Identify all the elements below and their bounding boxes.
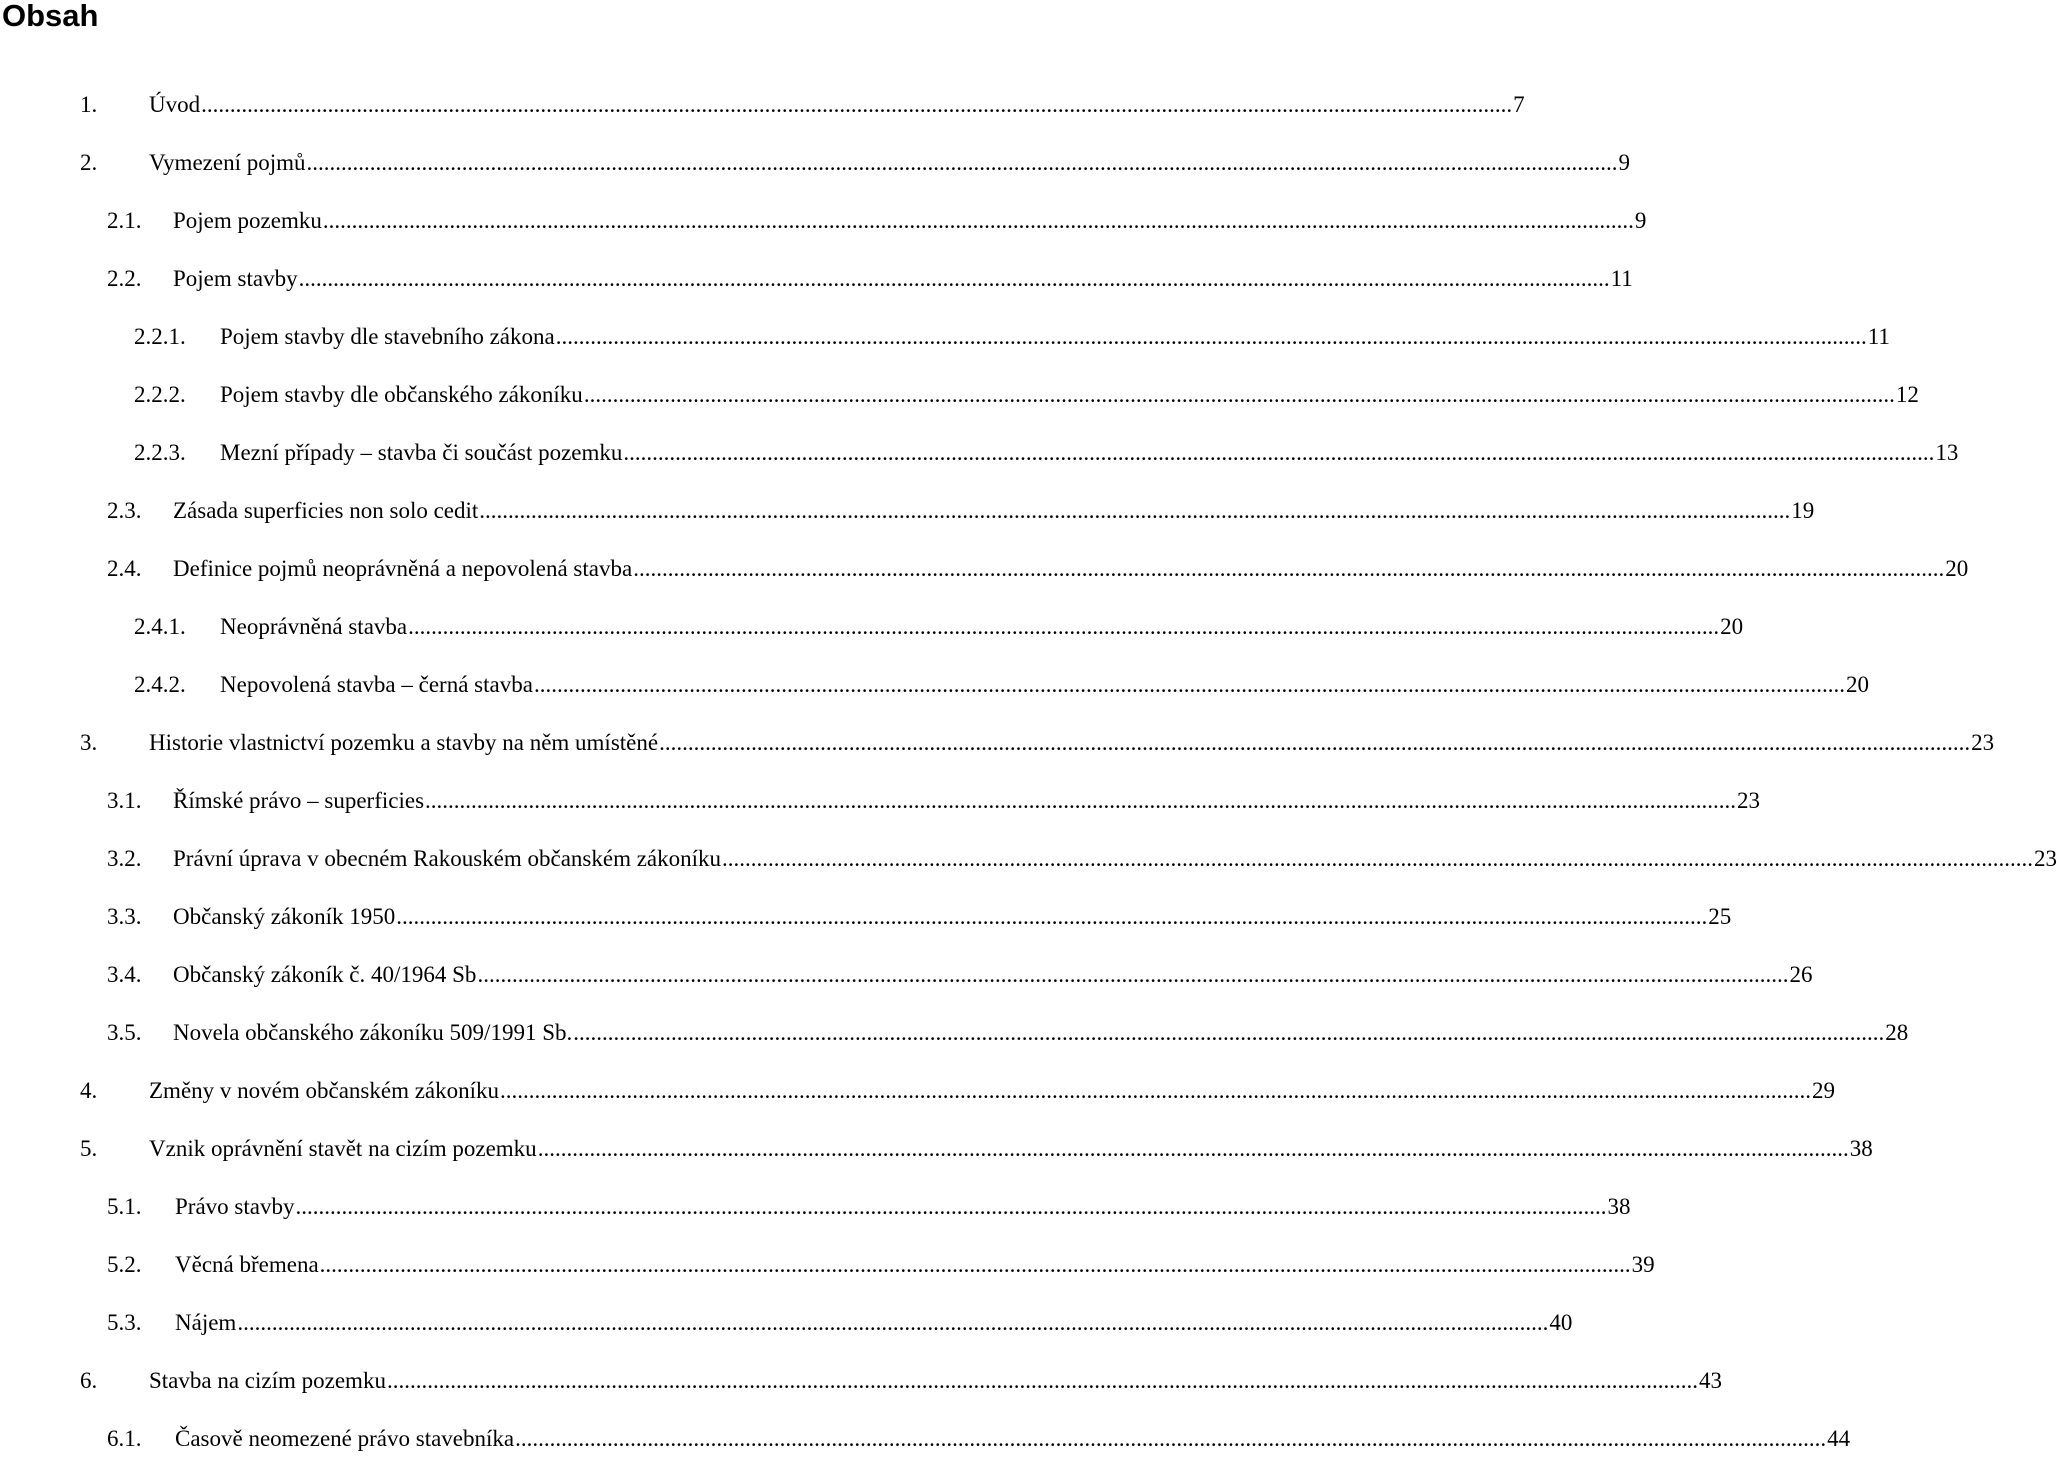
toc-entry-3[interactable]	[80, 728, 1995, 758]
toc-entry-title: Vznik oprávnění stavět na cizím pozemku	[149, 1136, 537, 1161]
toc-dot-leader: ....................................................................................................................................................................................................................................	[623, 440, 1935, 465]
toc-entry-page: 23	[2034, 846, 2057, 871]
toc-entry-number: 5.	[80, 1136, 98, 1161]
toc-entry-page: 29	[1812, 1078, 1836, 1103]
toc-entry-page: 38	[1607, 1194, 1631, 1219]
toc-dot-leader: ....................................................................................................................................................................................................................................	[515, 1426, 1827, 1451]
toc-entry-number: 3.	[80, 730, 98, 755]
toc-entry-number: 2.4.	[107, 556, 142, 581]
toc-entry-4[interactable]	[80, 1076, 1836, 1106]
toc-entry-number: 2.2.	[107, 266, 142, 291]
toc-dot-leader: ....................................................................................................................................................................................................................................	[298, 266, 1610, 291]
toc-dot-leader: ....................................................................................................................................................................................................................................	[237, 1310, 1549, 1335]
toc-entry-page: 9	[1618, 150, 1630, 175]
toc-dot-leader: ....................................................................................................................................................................................................................................	[425, 788, 1737, 813]
toc-dot-leader: ....................................................................................................................................................................................................................................	[306, 150, 1618, 175]
toc-entry-title: Pojem pozemku	[173, 208, 322, 233]
toc-entry-number: 6.1.	[107, 1426, 142, 1451]
toc-entry-page: 11	[1610, 266, 1633, 291]
toc-dot-leader: ....................................................................................................................................................................................................................................	[555, 324, 1867, 349]
toc-entry-page: 44	[1827, 1426, 1851, 1451]
toc-entry-number: 1.	[80, 92, 98, 117]
toc-entry-number: 2.1.	[107, 208, 142, 233]
toc-entry-title: Vymezení pojmů	[149, 150, 306, 175]
toc-entry-page: 23	[1971, 730, 1995, 755]
toc-dot-leader: ....................................................................................................................................................................................................................................	[408, 614, 1720, 639]
toc-entry-page: 20	[1945, 556, 1969, 581]
toc-entry-page: 43	[1698, 1368, 1722, 1393]
toc-entry-6[interactable]	[80, 1366, 1722, 1396]
toc-dot-leader: ....................................................................................................................................................................................................................................	[633, 556, 1945, 581]
toc-entry-page: 26	[1789, 962, 1813, 987]
toc-entry-title: Zásada superficies non solo cedit	[173, 498, 479, 523]
toc-entry-page: 25	[1708, 904, 1732, 929]
toc-entry-title: Novela občanského zákoníku 509/1991 Sb.	[173, 1020, 573, 1045]
toc-dot-leader: ....................................................................................................................................................................................................................................	[659, 730, 1971, 755]
toc-entry-page: 23	[1737, 788, 1761, 813]
toc-entry-number: 3.3.	[107, 904, 142, 929]
toc-entry-5-3[interactable]	[107, 1308, 1573, 1338]
toc-entry-page: 38	[1849, 1136, 1873, 1161]
toc-entry-title: Pojem stavby dle stavebního zákona	[220, 324, 555, 349]
toc-dot-leader: ....................................................................................................................................................................................................................................	[201, 92, 1513, 117]
toc-entry-number: 2.2.3.	[134, 440, 186, 465]
toc-entry-number: 2.4.1.	[134, 614, 186, 639]
toc-dot-leader: ....................................................................................................................................................................................................................................	[479, 498, 1791, 523]
toc-entry-2-4-2[interactable]	[134, 670, 1869, 700]
toc-entry-number: 3.1.	[107, 788, 142, 813]
toc-entry-number: 2.	[80, 150, 98, 175]
toc-entry-number: 5.1.	[107, 1194, 142, 1219]
toc-entry-page: 40	[1549, 1310, 1573, 1335]
toc-dot-leader: ....................................................................................................................................................................................................................................	[386, 1368, 1698, 1393]
toc-entry-title: Věcná břemena	[175, 1252, 319, 1277]
toc-entry-page: 20	[1845, 672, 1869, 697]
toc-dot-leader: ....................................................................................................................................................................................................................................	[477, 962, 1789, 987]
toc-entry-title: Úvod	[149, 92, 201, 117]
toc-entry-page: 28	[1885, 1020, 1909, 1045]
toc-entry-page: 39	[1631, 1252, 1655, 1277]
toc-entry-page: 13	[1935, 440, 1959, 465]
toc-entry-5-2[interactable]	[107, 1250, 1655, 1280]
toc-entry-3-5[interactable]	[107, 1018, 1909, 1048]
toc-entry-page: 12	[1895, 382, 1919, 407]
toc-dot-leader: ....................................................................................................................................................................................................................................	[722, 846, 2034, 871]
toc-dot-leader: ....................................................................................................................................................................................................................................	[533, 672, 1845, 697]
toc-entry-page: 11	[1867, 324, 1890, 349]
toc-entry-2-2-3[interactable]	[134, 438, 1959, 468]
toc-entry-2-4[interactable]	[107, 554, 1969, 584]
toc-entry-3-4[interactable]	[107, 960, 1813, 990]
toc-entry-title: Stavba na cizím pozemku	[149, 1368, 386, 1393]
toc-entry-title: Nájem	[175, 1310, 237, 1335]
toc-entry-2-3[interactable]	[107, 496, 1815, 526]
toc-entry-1[interactable]	[80, 90, 1525, 120]
toc-entry-2-2-2[interactable]	[134, 380, 1919, 410]
toc-entry-page: 20	[1720, 614, 1744, 639]
toc-entry-5[interactable]	[80, 1134, 1873, 1164]
toc-dot-leader: ....................................................................................................................................................................................................................................	[295, 1194, 1607, 1219]
toc-entry-title: Římské právo – superficies	[173, 788, 425, 813]
toc-entry-page: 9	[1634, 208, 1647, 233]
toc-entry-2[interactable]	[80, 148, 1630, 178]
toc-entry-title: Historie vlastnictví pozemku a stavby na něm umístěné	[149, 730, 659, 755]
toc-entry-number: 4.	[80, 1078, 98, 1103]
toc-entry-number: 5.3.	[107, 1310, 142, 1335]
toc-entry-title: Pojem stavby dle občanského zákoníku	[220, 382, 583, 407]
toc-entry-2-4-1[interactable]	[134, 612, 1744, 642]
toc-entry-title: Neoprávněná stavba	[220, 614, 408, 639]
toc-entry-title: Právo stavby	[175, 1194, 295, 1219]
toc-entry-number: 3.2.	[107, 846, 142, 871]
toc-entry-6-1[interactable]	[107, 1424, 1851, 1454]
toc-entry-title: Časově neomezené právo stavebníka	[175, 1426, 515, 1451]
toc-entry-title: Mezní případy – stavba či součást pozemku	[220, 440, 623, 465]
toc-entry-2-2-1[interactable]	[134, 322, 1890, 352]
toc-dot-leader: ....................................................................................................................................................................................................................................	[500, 1078, 1812, 1103]
toc-entry-title: Změny v novém občanském zákoníku	[149, 1078, 500, 1103]
toc-entry-title: Pojem stavby	[173, 266, 298, 291]
toc-dot-leader: ....................................................................................................................................................................................................................................	[573, 1020, 1885, 1045]
toc-dot-leader: ....................................................................................................................................................................................................................................	[396, 904, 1708, 929]
toc-entry-number: 2.2.2.	[134, 382, 186, 407]
toc-entry-number: 2.3.	[107, 498, 142, 523]
toc-entry-title: Občanský zákoník č. 40/1964 Sb	[173, 962, 477, 987]
toc-entry-title: Definice pojmů neoprávněná a nepovolená stavba	[173, 556, 633, 581]
toc-dot-leader: ....................................................................................................................................................................................................................................	[319, 1252, 1631, 1277]
toc-entry-2-1[interactable]	[107, 206, 1647, 236]
toc-dot-leader: ....................................................................................................................................................................................................................................	[583, 382, 1895, 407]
toc-entry-3-3[interactable]	[107, 902, 1732, 932]
toc-entry-page: 7	[1513, 92, 1525, 117]
toc-entry-number: 3.5.	[107, 1020, 142, 1045]
page-title: Obsah	[2, 0, 99, 33]
toc-entry-5-1[interactable]	[107, 1192, 1631, 1222]
toc-dot-leader: ....................................................................................................................................................................................................................................	[322, 208, 1634, 233]
toc-entry-title: Právní úprava v obecném Rakouském občanském zákoníku	[173, 846, 722, 871]
toc-entry-title: Občanský zákoník 1950	[173, 904, 396, 929]
toc-entry-number: 6.	[80, 1368, 98, 1393]
toc-entry-page: 19	[1791, 498, 1815, 523]
toc-entry-title: Nepovolená stavba – černá stavba	[220, 672, 533, 697]
toc-entry-3-1[interactable]	[107, 786, 1761, 816]
toc-dot-leader: ....................................................................................................................................................................................................................................	[537, 1136, 1849, 1161]
toc-entry-number: 2.2.1.	[134, 324, 186, 349]
toc-entry-number: 2.4.2.	[134, 672, 186, 697]
toc-entry-2-2[interactable]	[107, 264, 1633, 294]
toc-entry-3-2[interactable]	[107, 844, 2057, 874]
toc-entry-number: 5.2.	[107, 1252, 142, 1277]
toc-entry-number: 3.4.	[107, 962, 142, 987]
